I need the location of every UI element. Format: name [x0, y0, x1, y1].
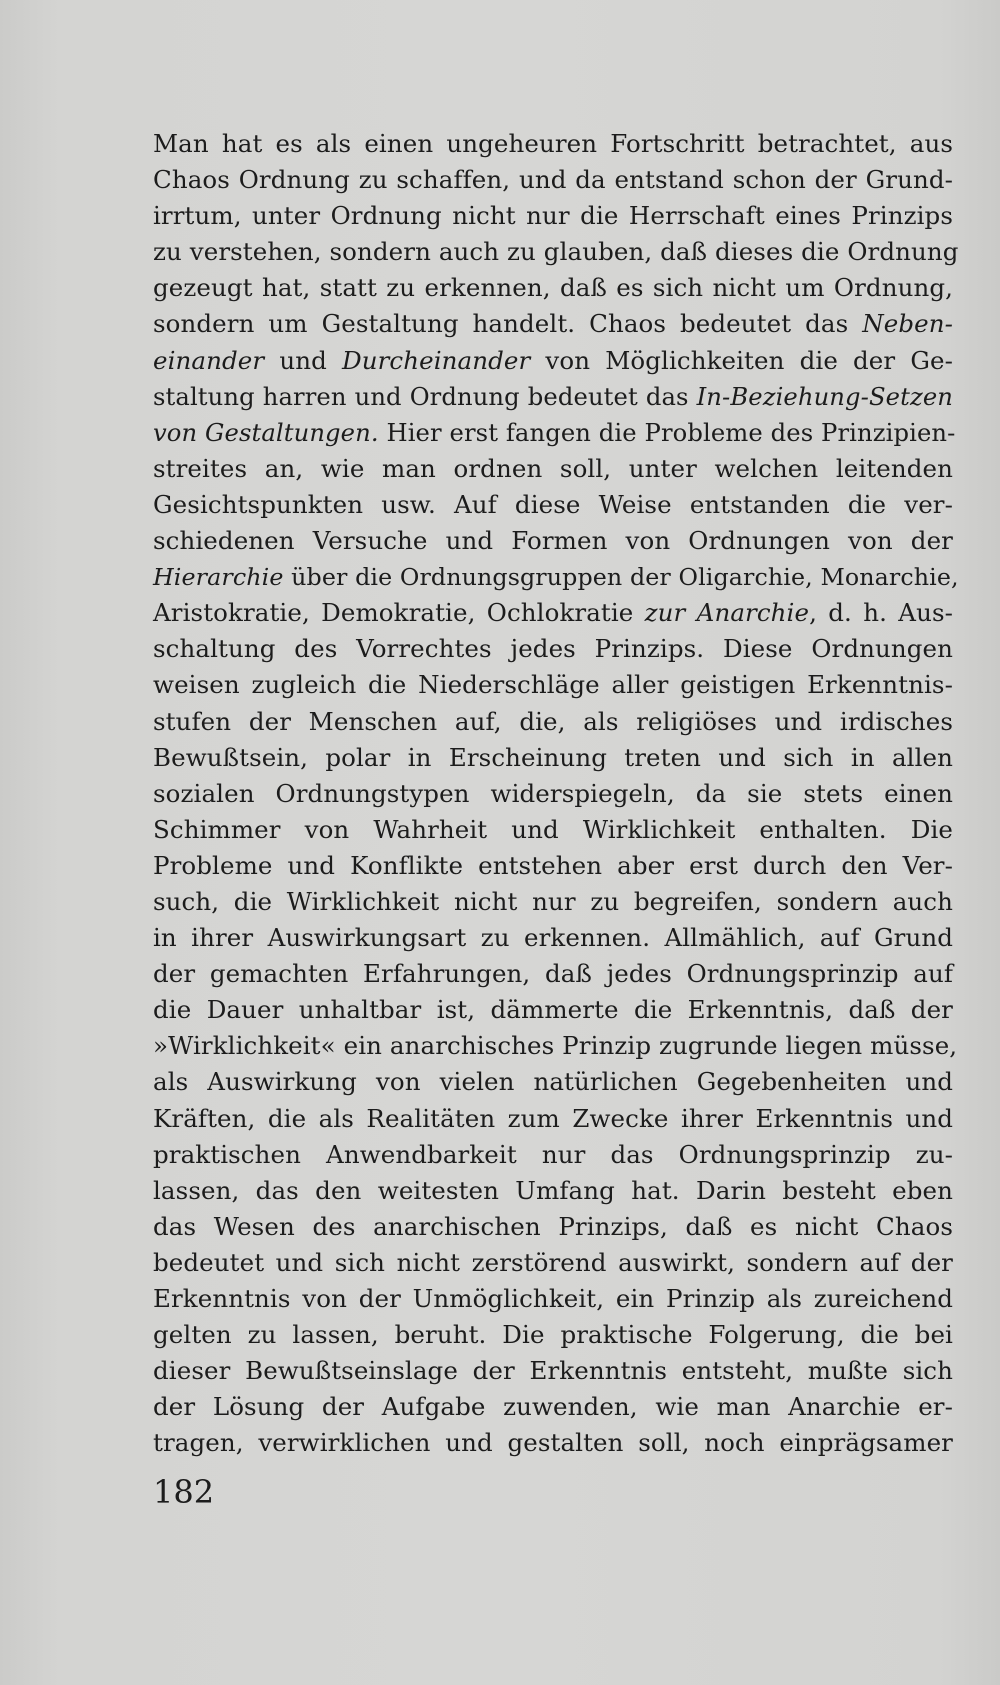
- text-line: [153, 812, 953, 848]
- text-segment: irrtum, unter Ordnung nicht nur die Herrschaft eines Prinzips: [153, 201, 953, 231]
- text-segment: schiedenen Versuche und Formen von Ordnungen von der: [153, 526, 953, 556]
- text-line: [153, 343, 953, 379]
- text-line: [153, 740, 953, 776]
- text-segment: , d. h. Aus-: [809, 598, 953, 628]
- text-segment: als Auswirkung von vielen natürlichen Gegebenheiten und: [153, 1067, 953, 1097]
- text-segment: von Möglichkeiten die der Ge-: [530, 345, 953, 375]
- text-line: [153, 234, 959, 270]
- text-segment: Erkenntnis von der Unmöglichkeit, ein Prinzip als zureichend: [153, 1284, 953, 1313]
- text-segment: streites an, wie man ordnen soll, unter welchen leitenden: [153, 453, 953, 483]
- text-line: [153, 776, 953, 812]
- body-text: [153, 126, 959, 1461]
- text-line: [153, 162, 953, 198]
- text-line: [153, 920, 953, 956]
- text-line: [153, 1028, 958, 1064]
- text-line: [153, 1245, 953, 1281]
- text-segment: stufen der Menschen auf, die, als religiöses und irdisches: [153, 706, 953, 736]
- text-segment: lassen, das den weitesten Umfang hat. Darin besteht eben: [153, 1175, 953, 1205]
- text-line: [153, 451, 953, 487]
- text-line: [153, 559, 959, 595]
- text-segment: Gesichtspunkten usw. Auf diese Weise entstanden die ver-: [153, 489, 953, 519]
- text-segment: und: [264, 345, 342, 375]
- italic-text-segment: Durcheinander: [341, 345, 531, 375]
- italic-text-segment: von Gestaltungen.: [153, 417, 379, 447]
- text-segment: sondern um Gestaltung handelt. Chaos bedeutet das: [153, 309, 863, 339]
- text-segment: Man hat es als einen ungeheuren Fortschritt betrachtet, aus: [153, 129, 953, 158]
- text-segment: die Dauer unhaltbar ist, dämmerte die Erkenntnis, daß der: [153, 995, 953, 1025]
- text-segment: bedeutet und sich nicht zerstörend auswirkt, sondern auf der: [153, 1247, 953, 1277]
- text-line: [153, 848, 953, 884]
- text-line: [153, 884, 953, 920]
- text-line: [153, 595, 953, 631]
- text-segment: über die Ordnungsgruppen der Oligarchie, Monarchie,: [283, 563, 959, 592]
- text-line: [153, 1353, 953, 1389]
- italic-text-segment: In-Beziehung-Setzen: [696, 381, 953, 411]
- text-segment: gelten zu lassen, beruht. Die praktische Folgerung, die bei: [153, 1320, 953, 1350]
- text-line: [153, 704, 953, 740]
- text-segment: der gemachten Erfahrungen, daß jedes Ordnungsprinzip auf: [153, 959, 953, 989]
- text-line: [153, 487, 953, 523]
- text-segment: sozialen Ordnungstypen widerspiegeln, da sie stets einen: [153, 778, 953, 808]
- italic-text-segment: Neben-: [862, 309, 953, 339]
- text-segment: gezeugt hat, statt zu erkennen, daß es sich nicht um Ordnung,: [153, 273, 953, 303]
- text-segment: tragen, verwirklichen und gestalten soll, noch einprägsamer: [153, 1428, 953, 1458]
- italic-text-segment: Hierarchie: [153, 563, 284, 592]
- text-line: [153, 379, 953, 415]
- text-segment: »Wirklichkeit« ein anarchisches Prinzip zugrunde liegen müsse,: [153, 1031, 958, 1061]
- text-segment: Hier erst fangen die Probleme des Prinzipien-: [378, 417, 956, 447]
- text-segment: staltung harren und Ordnung bedeutet das: [153, 381, 697, 411]
- text-segment: Schimmer von Wahrheit und Wirklichkeit enthalten. Die: [153, 814, 953, 844]
- text-line: [153, 306, 953, 342]
- text-segment: zu verstehen, sondern auch zu glauben, daß dieses die Ordnung: [153, 237, 959, 267]
- text-line: [153, 270, 953, 306]
- text-segment: Probleme und Konflikte entstehen aber erst durch den Ver-: [153, 850, 953, 880]
- text-line: [153, 1101, 953, 1137]
- text-line: [153, 1425, 953, 1461]
- text-segment: Bewußtsein, polar in Erscheinung treten und sich in allen: [153, 742, 953, 772]
- text-line: [153, 1173, 953, 1209]
- italic-text-segment: einander: [153, 345, 265, 375]
- text-segment: Kräften, die als Realitäten zum Zwecke ihrer Erkenntnis und: [153, 1103, 953, 1133]
- text-segment: der Lösung der Aufgabe zuwenden, wie man Anarchie er-: [153, 1392, 953, 1422]
- italic-text-segment: zur Anarchie: [644, 598, 810, 628]
- text-segment: weisen zugleich die Niederschläge aller geistigen Erkenntnis-: [153, 670, 953, 700]
- text-segment: such, die Wirklichkeit nicht nur zu begreifen, sondern auch: [153, 886, 953, 916]
- text-segment: das Wesen des anarchischen Prinzips, daß es nicht Chaos: [153, 1211, 953, 1241]
- text-line: [153, 956, 953, 992]
- page-number: 182: [153, 1473, 215, 1511]
- text-line: [153, 523, 953, 559]
- text-segment: dieser Bewußtseinslage der Erkenntnis entsteht, mußte sich: [153, 1356, 953, 1386]
- text-line: [153, 198, 953, 234]
- text-line: [153, 667, 953, 703]
- text-line: [153, 992, 953, 1028]
- text-line: [153, 1389, 953, 1425]
- text-line: [153, 126, 953, 162]
- text-line: [153, 1209, 953, 1245]
- text-segment: Chaos Ordnung zu schaffen, und da entstand schon der Grund-: [153, 165, 953, 195]
- text-line: [153, 1137, 953, 1173]
- text-segment: schaltung des Vorrechtes jedes Prinzips. Diese Ordnungen: [153, 634, 953, 664]
- text-segment: in ihrer Auswirkungsart zu erkennen. Allmählich, auf Grund: [153, 923, 953, 953]
- text-segment: praktischen Anwendbarkeit nur das Ordnungsprinzip zu-: [153, 1139, 953, 1169]
- text-line: [153, 1064, 953, 1100]
- text-line: [153, 415, 956, 451]
- text-line: [153, 1317, 953, 1353]
- text-segment: Aristokratie, Demokratie, Ochlokratie: [153, 598, 645, 628]
- text-line: [153, 631, 953, 667]
- text-line: [153, 1281, 953, 1317]
